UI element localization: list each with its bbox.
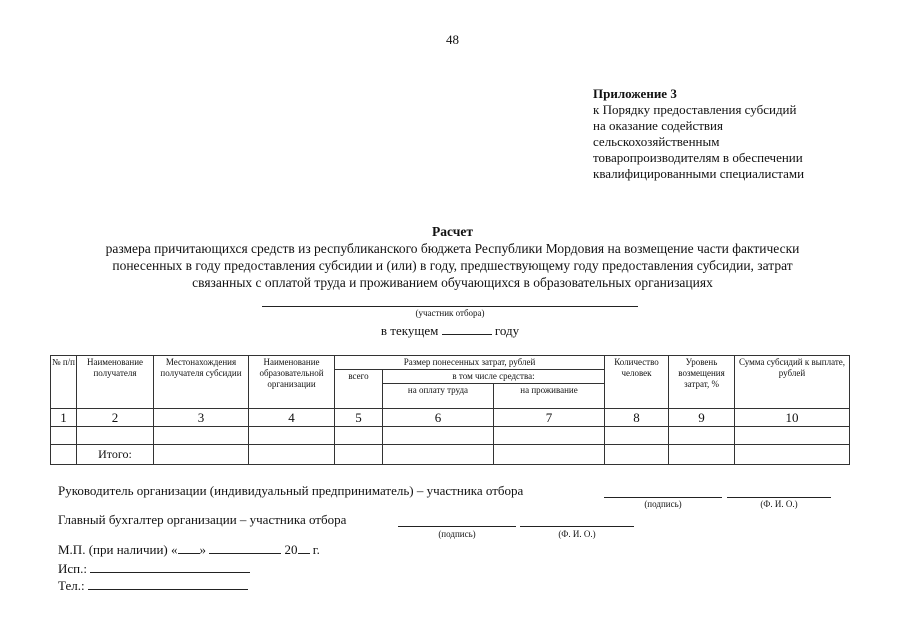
empty-cell — [249, 445, 335, 465]
year-blank — [442, 322, 492, 335]
accountant-name-hint: (Ф. И. О.) — [558, 529, 596, 539]
header-subsidy: Сумма субсидий к выплате, рублей — [735, 356, 850, 409]
column-number: 2 — [77, 409, 154, 427]
current-year-after: году — [494, 323, 520, 338]
column-number: 8 — [605, 409, 669, 427]
header-recipient: Наименование получателя — [77, 356, 154, 409]
head-label: Руководитель организации (индивидуальный предприниматель) – участника отбора — [58, 483, 524, 498]
empty-cell — [383, 427, 494, 445]
column-number: 3 — [154, 409, 249, 427]
month-blank — [209, 541, 281, 554]
empty-cell — [735, 427, 850, 445]
column-numbers-row — [51, 409, 850, 427]
head-signature-line — [58, 483, 523, 499]
empty-cell — [605, 427, 669, 445]
accountant-signature-blank — [398, 512, 516, 527]
title-line: связанных с оплатой труда и проживанием обучающихся в образовательных организациях — [192, 275, 713, 290]
appendix-line: товаропроизводителям в обеспечении — [593, 150, 803, 165]
title-heading: Расчет — [432, 224, 473, 239]
day-blank — [178, 541, 200, 554]
column-number: 7 — [494, 409, 605, 427]
appendix-heading: Приложение 3 — [593, 86, 677, 101]
page-number: 48 — [446, 32, 459, 47]
empty-cell — [669, 427, 735, 445]
current-year-before: в текущем — [380, 323, 439, 338]
document-title — [30, 223, 875, 291]
appendix-block — [593, 86, 893, 182]
empty-cell — [494, 427, 605, 445]
executor-label: Исп.: — [58, 561, 87, 576]
header-num: № п/п — [51, 356, 77, 409]
table-row — [51, 427, 850, 445]
participant-hint: (участник отбора) — [415, 308, 485, 318]
empty-cell — [154, 427, 249, 445]
appendix-line: к Порядку предоставления субсидий — [593, 102, 797, 117]
header-location: Местонахождения получателя субсидии — [154, 356, 249, 409]
header-total: всего — [335, 370, 383, 409]
column-number: 10 — [735, 409, 850, 427]
empty-cell — [383, 445, 494, 465]
empty-cell — [605, 445, 669, 465]
column-number: 1 — [51, 409, 77, 427]
year-suffix-blank — [298, 541, 310, 554]
empty-cell — [51, 445, 77, 465]
header-including: в том числе средства: — [383, 370, 605, 384]
empty-cell — [77, 427, 154, 445]
appendix-line: на оказание содействия — [593, 118, 723, 133]
accountant-signature-line — [58, 512, 346, 528]
phone-line — [58, 577, 248, 594]
head-signature-blank — [604, 483, 722, 498]
header-org: Наименование образовательной организации — [249, 356, 335, 409]
title-line: размера причитающихся средств из республиканского бюджета Республики Мордовия на возмещение части фактически — [105, 241, 800, 256]
empty-cell — [335, 445, 383, 465]
column-number: 5 — [335, 409, 383, 427]
header-costs: Размер понесенных затрат, рублей — [335, 356, 605, 370]
participant-blank-line — [262, 306, 638, 307]
head-name-hint: (Ф. И. О.) — [760, 499, 798, 509]
header-rate: Уровень возмещения затрат, % — [669, 356, 735, 409]
column-number: 4 — [249, 409, 335, 427]
header-count: Количество человек — [605, 356, 669, 409]
executor-blank — [90, 560, 250, 573]
title-line: понесенных в году предоставления субсидии и (или) в году, предшествующему году предоставления субсидии, затрат — [112, 258, 793, 273]
current-year-line — [262, 322, 638, 339]
appendix-line: квалифицированными специалистами — [593, 166, 805, 181]
seal-year-suffix: г. — [312, 542, 320, 557]
seal-date-line — [58, 541, 320, 558]
accountant-name-blank — [520, 512, 634, 527]
accountant-label: Главный бухгалтер организации – участника отбора — [58, 512, 347, 527]
empty-cell — [669, 445, 735, 465]
head-name-blank — [727, 483, 831, 498]
appendix-line: сельскохозяйственным — [593, 134, 720, 149]
total-row — [51, 445, 850, 465]
seal-year: 20 — [284, 542, 298, 557]
seal-label: М.П. (при наличии) « — [58, 542, 178, 557]
empty-cell — [154, 445, 249, 465]
empty-cell — [735, 445, 850, 465]
header-wages: на оплату труда — [383, 384, 494, 409]
executor-line — [58, 560, 250, 577]
column-number: 9 — [669, 409, 735, 427]
column-number: 6 — [383, 409, 494, 427]
header-housing: на проживание — [494, 384, 605, 409]
phone-blank — [88, 577, 248, 590]
calculation-table — [50, 355, 850, 465]
accountant-signature-hint: (подпись) — [438, 529, 476, 539]
seal-quote-close: » — [199, 542, 207, 557]
empty-cell — [249, 427, 335, 445]
empty-cell — [51, 427, 77, 445]
empty-cell — [335, 427, 383, 445]
total-label: Итого: — [77, 445, 154, 465]
phone-label: Тел.: — [58, 578, 85, 593]
head-signature-hint: (подпись) — [644, 499, 682, 509]
empty-cell — [494, 445, 605, 465]
